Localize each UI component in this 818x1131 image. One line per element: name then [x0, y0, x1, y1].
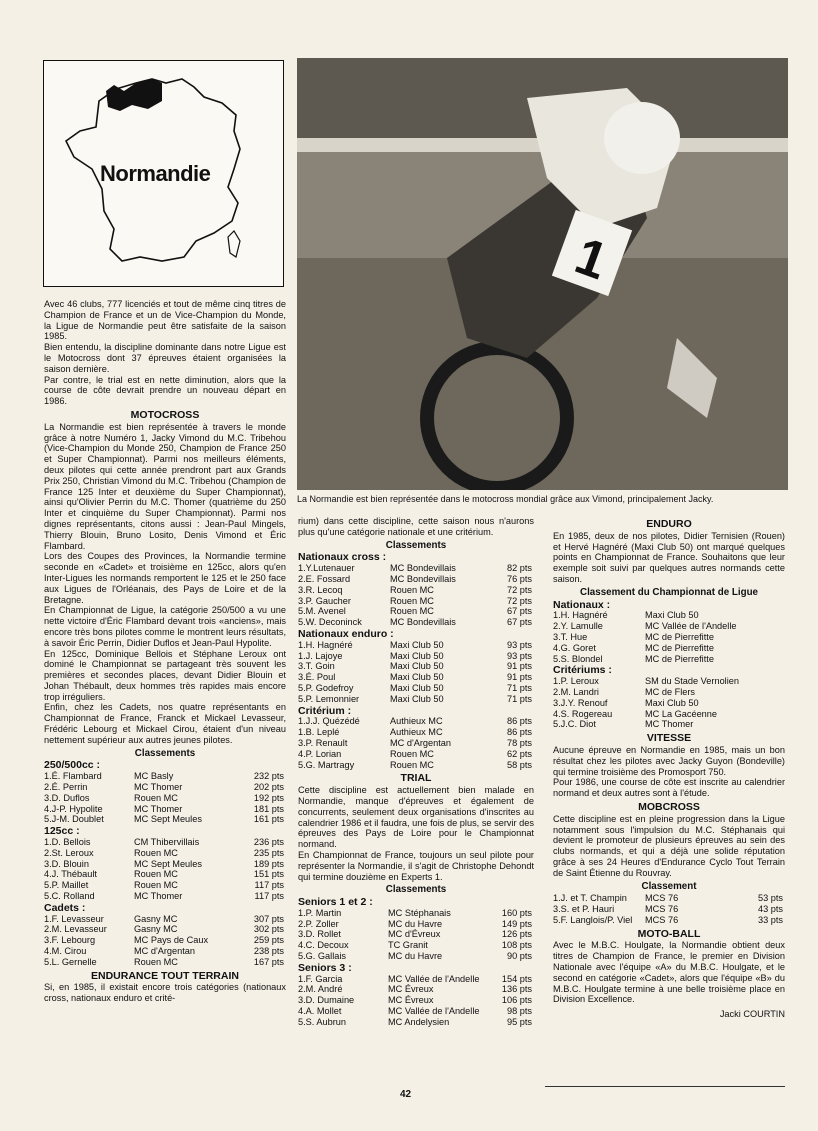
rider-name: 2.M. Landri — [553, 686, 599, 697]
club-name: MC Bondevillais — [390, 617, 456, 628]
club-name: MCS 76 — [645, 914, 679, 925]
standings-row — [298, 727, 534, 738]
rider-name: 2.M. Levasseur — [44, 924, 107, 935]
standings-row — [298, 596, 534, 607]
club-name: Maxi Club 50 — [645, 697, 699, 708]
rider-name: 1.P. Martin — [298, 907, 342, 918]
rider-name: 3.J.Y. Renouf — [553, 697, 608, 708]
column-1 — [44, 299, 286, 1004]
points: 43 pts — [757, 904, 783, 915]
trial-paragraph-1: Cette discipline est actuellement bien malade en Normandie, manque d'épreuves et également de concurrents, seulement deux organisations d'inscrites au calendrier 1986 et il faudra, une fois de plus, se servir des épreuves des Pays de Loire pour le Championnat normand. — [298, 785, 534, 850]
points: 181 pts — [253, 803, 284, 814]
rider-name: 2.P. Zoller — [298, 918, 339, 929]
club-name: Rouen MC — [134, 792, 178, 803]
rider-name: 1.B. Leplé — [298, 727, 340, 738]
standings-row — [298, 929, 534, 940]
club-name: MC de Flers — [645, 686, 696, 697]
club-name: MC de Pierrefitte — [645, 653, 714, 664]
points: 154 pts — [501, 973, 532, 984]
points: 192 pts — [253, 792, 284, 803]
standings-row — [44, 869, 286, 880]
club-name: MC Basly — [134, 771, 174, 782]
rider-name: 1.J. Lajoye — [298, 650, 343, 661]
motocross-paragraph-5: Enfin, chez les Cadets, nos quatre représentants en Championnat de France, Franck et Mickael Levasseur, Frédéric Lebourg et Mickael Cirou, étaient d'un niveau nettement supérieur aux autres jeunes pilotes. — [44, 702, 286, 745]
club-name: MC Sept Meules — [134, 814, 202, 825]
rider-name: 1.J.J. Quézédé — [298, 716, 360, 727]
points: 86 pts — [506, 716, 532, 727]
rider-name: 3.S. et P. Hauri — [553, 904, 615, 915]
rider-name: 1.D. Bellois — [44, 837, 91, 848]
intro-paragraph-2: Bien entendu, la discipline dominante dans notre Ligue est le Motocross dont 37 épreuves étaient organisées la saison dernière. — [44, 342, 286, 374]
club-name: Rouen MC — [134, 847, 178, 858]
footer-rule — [545, 1086, 785, 1087]
page-number: 42 — [400, 1089, 412, 1100]
club-name: MC Vallée de l'Andelle — [388, 973, 480, 984]
standings-row — [298, 749, 534, 760]
vitesse-heading: VITESSE — [646, 732, 692, 745]
standings-row — [553, 719, 785, 730]
standings-row — [44, 804, 286, 815]
mobcross-heading: MOBCROSS — [638, 800, 700, 813]
rider-name: 1.H. Hagnéré — [298, 639, 353, 650]
standings-row — [298, 640, 534, 651]
standings-row — [44, 859, 286, 870]
rider-name: 2.Y. Lamulle — [553, 621, 603, 632]
rider-name: 1.F. Levasseur — [44, 913, 104, 924]
rider-name: 3.P. Renault — [298, 737, 348, 748]
standings-row — [298, 585, 534, 596]
mobcross-row — [553, 904, 785, 915]
points: 72 pts — [506, 595, 532, 606]
rider-name: 3.D. Duflos — [44, 792, 90, 803]
points: 33 pts — [757, 914, 783, 925]
rider-name: 3.É. Poul — [298, 672, 336, 683]
points: 95 pts — [506, 1016, 532, 1027]
classements-heading: Classements — [134, 747, 196, 759]
club-name: MCS 76 — [645, 904, 679, 915]
standings-row — [298, 672, 534, 683]
trial-paragraph-2: En Championnat de France, toujours un seul pilote pour représenter la Normandie, il s'agit de Christophe Dehondt qui termine douzième en Experts 1. — [298, 849, 534, 882]
intro-paragraph-3: Par contre, le trial est en nette diminution, alors que la course de côte devrait prendre un nouveau départ en 1986. — [44, 374, 286, 407]
club-name: MC du Havre — [388, 951, 443, 962]
endurance-continued-paragraph: rium) dans cette discipline, cette saison nous n'aurons plus qu'une catégorie nationale et une critérium. — [298, 516, 534, 537]
rider-name: 4.C. Decoux — [298, 940, 349, 951]
rider-name: 3.D. Rollet — [298, 929, 341, 940]
points: 136 pts — [501, 984, 532, 995]
standings-row — [298, 940, 534, 951]
standings-category: 250/500cc : — [44, 759, 101, 772]
mobcross-standings — [553, 893, 785, 925]
points: 167 pts — [253, 956, 284, 967]
trial-classements-heading: Classements — [385, 884, 447, 896]
rider-photo-illustration — [297, 58, 788, 490]
standings-row — [44, 837, 286, 848]
points: 86 pts — [506, 727, 532, 738]
endurance-classements-heading: Classements — [385, 539, 447, 551]
club-name: Rouen MC — [134, 869, 178, 880]
points: 58 pts — [506, 759, 532, 770]
club-name: Rouen MC — [390, 595, 434, 606]
rider-name: 5.S. Aubrun — [298, 1016, 347, 1027]
rider-name: 5.P. Lemonnier — [298, 693, 360, 704]
points: 161 pts — [253, 814, 284, 825]
points: 151 pts — [253, 869, 284, 880]
rider-name: 4.M. Cirou — [44, 946, 87, 957]
club-name: Rouen MC — [390, 584, 434, 595]
club-name: MC Thomer — [134, 782, 183, 793]
standings-row — [44, 848, 286, 859]
club-name: Maxi Club 50 — [390, 693, 444, 704]
enduro-standings — [553, 600, 785, 731]
photo-caption: La Normandie est bien représentée dans le motocross mondial grâce aux Vimond, principalement Jacky. — [297, 494, 714, 504]
club-name: Rouen MC — [134, 956, 178, 967]
standings-row — [298, 984, 534, 995]
points: 149 pts — [501, 918, 532, 929]
club-name: MC Évreux — [388, 984, 434, 995]
points: 117 pts — [254, 891, 284, 902]
motocross-heading: MOTOCROSS — [130, 408, 200, 421]
club-name: MC Bondevillais — [390, 563, 456, 574]
standings-row — [44, 880, 286, 891]
standings-row — [44, 771, 286, 782]
mobcross-classement-heading: Classement — [641, 880, 697, 892]
club-name: MC Sept Meules — [134, 858, 202, 869]
standings-row — [553, 676, 785, 687]
rider-name: 3.T. Goin — [298, 661, 335, 672]
map-region-label: Normandie — [100, 161, 211, 186]
standings-row — [298, 919, 534, 930]
club-name: MC La Gacéenne — [645, 708, 718, 719]
normandie-map — [43, 60, 284, 287]
standings-category: 125cc : — [44, 825, 80, 838]
standings-category: Critérium : — [298, 704, 352, 717]
standings-category: Nationaux enduro : — [298, 627, 394, 640]
standings-row — [44, 891, 286, 902]
standings-row — [553, 632, 785, 643]
standings-row — [298, 651, 534, 662]
standings-row — [553, 643, 785, 654]
standings-row — [553, 610, 785, 621]
club-name: Rouen MC — [390, 748, 434, 759]
standings-row — [553, 687, 785, 698]
rider-name: 5.S. Blondel — [553, 653, 603, 664]
trial-standings — [298, 897, 534, 1028]
points: 235 pts — [253, 847, 284, 858]
standings-category: Nationaux cross : — [298, 551, 387, 564]
standings-row — [44, 793, 286, 804]
club-name: MC Andelysien — [388, 1016, 450, 1027]
club-name: Maxi Club 50 — [390, 650, 444, 661]
rider-name: 4.S. Rogereau — [553, 708, 613, 719]
motoball-paragraph: Avec le M.B.C. Houlgate, la Normandie obtient deux titres de Champion de France, le premier en Division Nationale avec l'équipe «A» du M.B.C. Houlgate, et le second en catégorie «Cadet», alors que l'équipe «B» du M.B.C. Houlgate termine à une belle troisième place en Division Excellence. — [553, 940, 785, 1005]
points: 117 pts — [254, 880, 284, 891]
points: 90 pts — [506, 951, 532, 962]
club-name: Authieux MC — [390, 727, 443, 738]
motocross-paragraph-1: La Normandie est bien représentée à travers le monde grâce à notre Numéro 1, Jacky Vimond du M.C. Tribehou (Vice-Champion du Monde 250, Champion de France 250 et Super Championnat). Parmi nos meilleurs éléments, deux pilotes qui cette année prendront part aux Grands Prix 250, Christian Vimond du M.C. Tribehou (Champion de France 125 Inter et deuxième du Super Championnat), ainsi qu'Olivier Perrin du M.C. Thomer (quatrième du 250 Inter et cinquième du Super Championnat). Parmi nos dignes représentants, citons aussi : Jean-Paul Mingels, Thierry Blouin, Bruno Losito, Denis Vimond et Éric Flambard. — [44, 421, 286, 551]
standings-row — [298, 606, 534, 617]
standings-row — [298, 574, 534, 585]
points: 93 pts — [506, 650, 532, 661]
motocross-photo — [297, 58, 788, 490]
motocross-standings — [44, 760, 286, 967]
club-name: MC Stéphanais — [388, 907, 451, 918]
column-2 — [298, 516, 534, 1028]
rider-name: 3.R. Lecoq — [298, 584, 343, 595]
endurance-heading: ENDURANCE TOUT TERRAIN — [91, 969, 239, 982]
points: 160 pts — [501, 907, 532, 918]
points: 67 pts — [506, 617, 532, 628]
standings-category: Seniors 1 et 2 : — [298, 896, 373, 909]
club-name: MC du Havre — [388, 918, 443, 929]
mobcross-row — [553, 893, 785, 904]
standings-row — [298, 738, 534, 749]
club-name: Rouen MC — [390, 759, 434, 770]
mobcross-paragraph: Cette discipline est en pleine progression dans la Ligue notamment sous l'impulsion du M.C. Stéphanais qui devient le promoteur de plusieurs épreuves au sein des clubs normands, et qui a déjà une solide réputation grâce à ses 24 Heures d'Endurance Cyclo Tout Terrain de Saint Étienne du Rouvray. — [553, 813, 785, 878]
club-name: MC Vallée de l'Andelle — [388, 1006, 480, 1017]
points: 108 pts — [501, 940, 532, 951]
points: 53 pts — [757, 893, 783, 904]
club-name: SM du Stade Vernolien — [645, 676, 739, 687]
rider-name: 4.A. Mollet — [298, 1006, 342, 1017]
vitesse-paragraph-1: Aucune épreuve en Normandie en 1985, mais un bon résultat chez les pilotes avec Jacky Guyon (Bondeville) qui termine troisième des Promosport 750. — [553, 744, 785, 777]
standings-row — [298, 1006, 534, 1017]
column-3 — [553, 516, 785, 1020]
standings-category: Cadets : — [44, 901, 86, 914]
rider-name: 3.D. Dumaine — [298, 995, 355, 1006]
points: 71 pts — [506, 693, 532, 704]
points: 189 pts — [253, 858, 284, 869]
motoball-heading: MOTO-BALL — [637, 927, 701, 940]
points: 91 pts — [506, 672, 532, 683]
rider-name: 5.P. Godefroy — [298, 682, 354, 693]
intro-paragraph: Avec 46 clubs, 777 licenciés et tout de même cinq titres de Champion de France et un de Vice-Champion du Monde, la Ligue de Normandie peut être satisfaite de la saison 1985. — [44, 299, 286, 342]
rider-name: 5.G. Martragy — [298, 759, 355, 770]
club-name: MC Pays de Caux — [134, 935, 209, 946]
standings-row — [553, 709, 785, 720]
club-name: Maxi Club 50 — [390, 661, 444, 672]
rider-name: 5.C. Rolland — [44, 891, 95, 902]
motocross-paragraph-2: Lors des Coupes des Provinces, la Normandie termine seconde en «Cadet» et troisième en 125cc, alors qu'en Inter-Ligues les normands remportent le 125 et le 250 face aux Ligues de l'Orléanais, des Pays de Loire et de la Bretagne. — [44, 551, 286, 605]
rider-name: 5.L. Gernelle — [44, 956, 97, 967]
points: 106 pts — [501, 995, 532, 1006]
points: 238 pts — [253, 946, 284, 957]
points: 202 pts — [253, 782, 284, 793]
club-name: Maxi Club 50 — [645, 610, 699, 621]
points: 259 pts — [253, 935, 284, 946]
points: 302 pts — [253, 924, 284, 935]
club-name: Maxi Club 50 — [390, 682, 444, 693]
standings-row — [298, 760, 534, 771]
rider-name: 1.P. Leroux — [553, 676, 599, 687]
standings-row — [553, 698, 785, 709]
rider-name: 3.P. Gaucher — [298, 595, 351, 606]
standings-row — [298, 974, 534, 985]
rider-name: 1.J. et T. Champin — [553, 893, 627, 904]
rider-name: 1.É. Flambard — [44, 771, 102, 782]
enduro-heading: ENDURO — [646, 518, 692, 530]
standings-row — [44, 782, 286, 793]
rider-name: 2.É. Perrin — [44, 782, 88, 793]
vitesse-paragraph-2: Pour 1986, une course de côte est inscrite au calendrier normand et deux autres sont à l'étude. — [553, 777, 785, 799]
club-name: Rouen MC — [390, 606, 434, 617]
points: 71 pts — [506, 682, 532, 693]
points: 307 pts — [253, 913, 284, 924]
standings-row — [298, 995, 534, 1006]
rider-name: 5.J.C. Diot — [553, 719, 596, 730]
rider-name: 3.T. Hue — [553, 631, 588, 642]
points: 82 pts — [506, 563, 532, 574]
rider-name: 5.G. Gallais — [298, 951, 346, 962]
club-name: MC Thomer — [645, 719, 694, 730]
club-name: MC de Pierrefitte — [645, 631, 714, 642]
standings-row — [298, 683, 534, 694]
rider-name: 4.J-P. Hypolite — [44, 803, 103, 814]
club-name: MC Évreux — [388, 995, 434, 1006]
club-name: Authieux MC — [390, 716, 443, 727]
points: 67 pts — [506, 606, 532, 617]
standings-row — [44, 946, 286, 957]
club-name: MC Thomer — [134, 891, 183, 902]
standings-row — [298, 617, 534, 628]
club-name: CM Thibervillais — [134, 837, 200, 848]
standings-row — [298, 661, 534, 672]
club-name: MC Thomer — [134, 803, 183, 814]
club-name: MC d'Argentan — [390, 737, 451, 748]
motocross-paragraph-4: En 125cc, Dominique Bellois et Stéphane Leroux ont dominé le Championnat se partageant très souvent les premières et secondes places, devant Didier Blouin et Johan Thébault, deux hommes très rapides mais encore trop irréguliers. — [44, 648, 286, 702]
motocross-paragraph-3: En Championnat de Ligue, la catégorie 250/500 a vu une nette victoire d'Éric Flambard devant trois «anciens», mais encore très bons pilotes comme le montrent leurs résultats, à savoir Éric Perrin, Didier Duflos et Jean-Paul Hypolite. — [44, 605, 286, 648]
club-name: Gasny MC — [134, 924, 178, 935]
points: 76 pts — [506, 573, 532, 584]
points: 72 pts — [506, 584, 532, 595]
standings-row — [44, 814, 286, 825]
rider-name: 1.F. Garcia — [298, 973, 343, 984]
points: 78 pts — [506, 737, 532, 748]
rider-name: 2.M. André — [298, 984, 343, 995]
rider-name: 5.M. Avenel — [298, 606, 346, 617]
mobcross-row — [553, 915, 785, 926]
club-name: MC d'Évreux — [388, 929, 441, 940]
rider-name: 1.Y.Lutenauer — [298, 563, 355, 574]
endurance-standings — [298, 552, 534, 770]
standings-row — [553, 654, 785, 665]
club-name: MC Vallée de l'Andelle — [645, 621, 737, 632]
standings-row — [298, 716, 534, 727]
club-name: MCS 76 — [645, 893, 679, 904]
endurance-paragraph: Si, en 1985, il existait encore trois catégories (nationaux cross, nationaux enduro et crité- — [44, 982, 286, 1004]
points: 62 pts — [506, 748, 532, 759]
rider-name: 4.P. Lorian — [298, 748, 342, 759]
standings-row — [298, 1017, 534, 1028]
standings-row — [298, 908, 534, 919]
points: 232 pts — [253, 771, 284, 782]
standings-category: Seniors 3 : — [298, 961, 352, 974]
trial-heading: TRIAL — [400, 772, 432, 785]
standings-category: Critériums : — [553, 664, 612, 677]
rider-name: 5.P. Maillet — [44, 880, 89, 891]
standings-row — [44, 935, 286, 946]
rider-name: 2.St. Leroux — [44, 847, 94, 858]
ligue-classement-heading: Classement du Championnat de Ligue — [580, 586, 758, 598]
standings-row — [298, 563, 534, 574]
club-name: MC de Pierrefitte — [645, 642, 714, 653]
club-name: TC Granit — [388, 940, 428, 951]
standings-row — [44, 924, 286, 935]
rider-name: 5.F. Langlois/P. Viel — [553, 914, 633, 925]
club-name: Maxi Club 50 — [390, 639, 444, 650]
rider-name: 4.J. Thébault — [44, 869, 97, 880]
rider-name: 5.J-M. Doublet — [44, 814, 104, 825]
rider-name: 1.H. Hagnéré — [553, 610, 608, 621]
rider-name: 3.D. Blouin — [44, 858, 89, 869]
standings-row — [298, 951, 534, 962]
club-name: Maxi Club 50 — [390, 672, 444, 683]
club-name: MC d'Argentan — [134, 946, 195, 957]
enduro-paragraph: En 1985, deux de nos pilotes, Didier Ternisien (Rouen) et Hervé Hagnéré (Maxi Club 50) ont marqué quelques points en Championnat de France. Souhaitons que leur exemple soit suivi par quelques autres normands cette saison. — [553, 530, 785, 584]
club-name: MC Bondevillais — [390, 573, 456, 584]
standings-row — [44, 914, 286, 925]
club-name: Gasny MC — [134, 913, 178, 924]
points: 126 pts — [501, 929, 532, 940]
points: 236 pts — [253, 837, 284, 848]
standings-row — [44, 957, 286, 968]
rider-name: 4.G. Goret — [553, 642, 596, 653]
rider-name: 3.F. Lebourg — [44, 935, 96, 946]
rider-name: 2.E. Fossard — [298, 573, 351, 584]
points: 98 pts — [506, 1006, 532, 1017]
author-signature: Jacki COURTIN — [719, 1009, 785, 1020]
rider-name: 5.W. Deconinck — [298, 617, 362, 628]
club-name: Rouen MC — [134, 880, 178, 891]
standings-row — [298, 694, 534, 705]
standings-row — [553, 621, 785, 632]
standings-category: Nationaux : — [553, 598, 611, 611]
points: 91 pts — [506, 661, 532, 672]
svg-text:1: 1 — [567, 226, 615, 292]
points: 93 pts — [506, 639, 532, 650]
